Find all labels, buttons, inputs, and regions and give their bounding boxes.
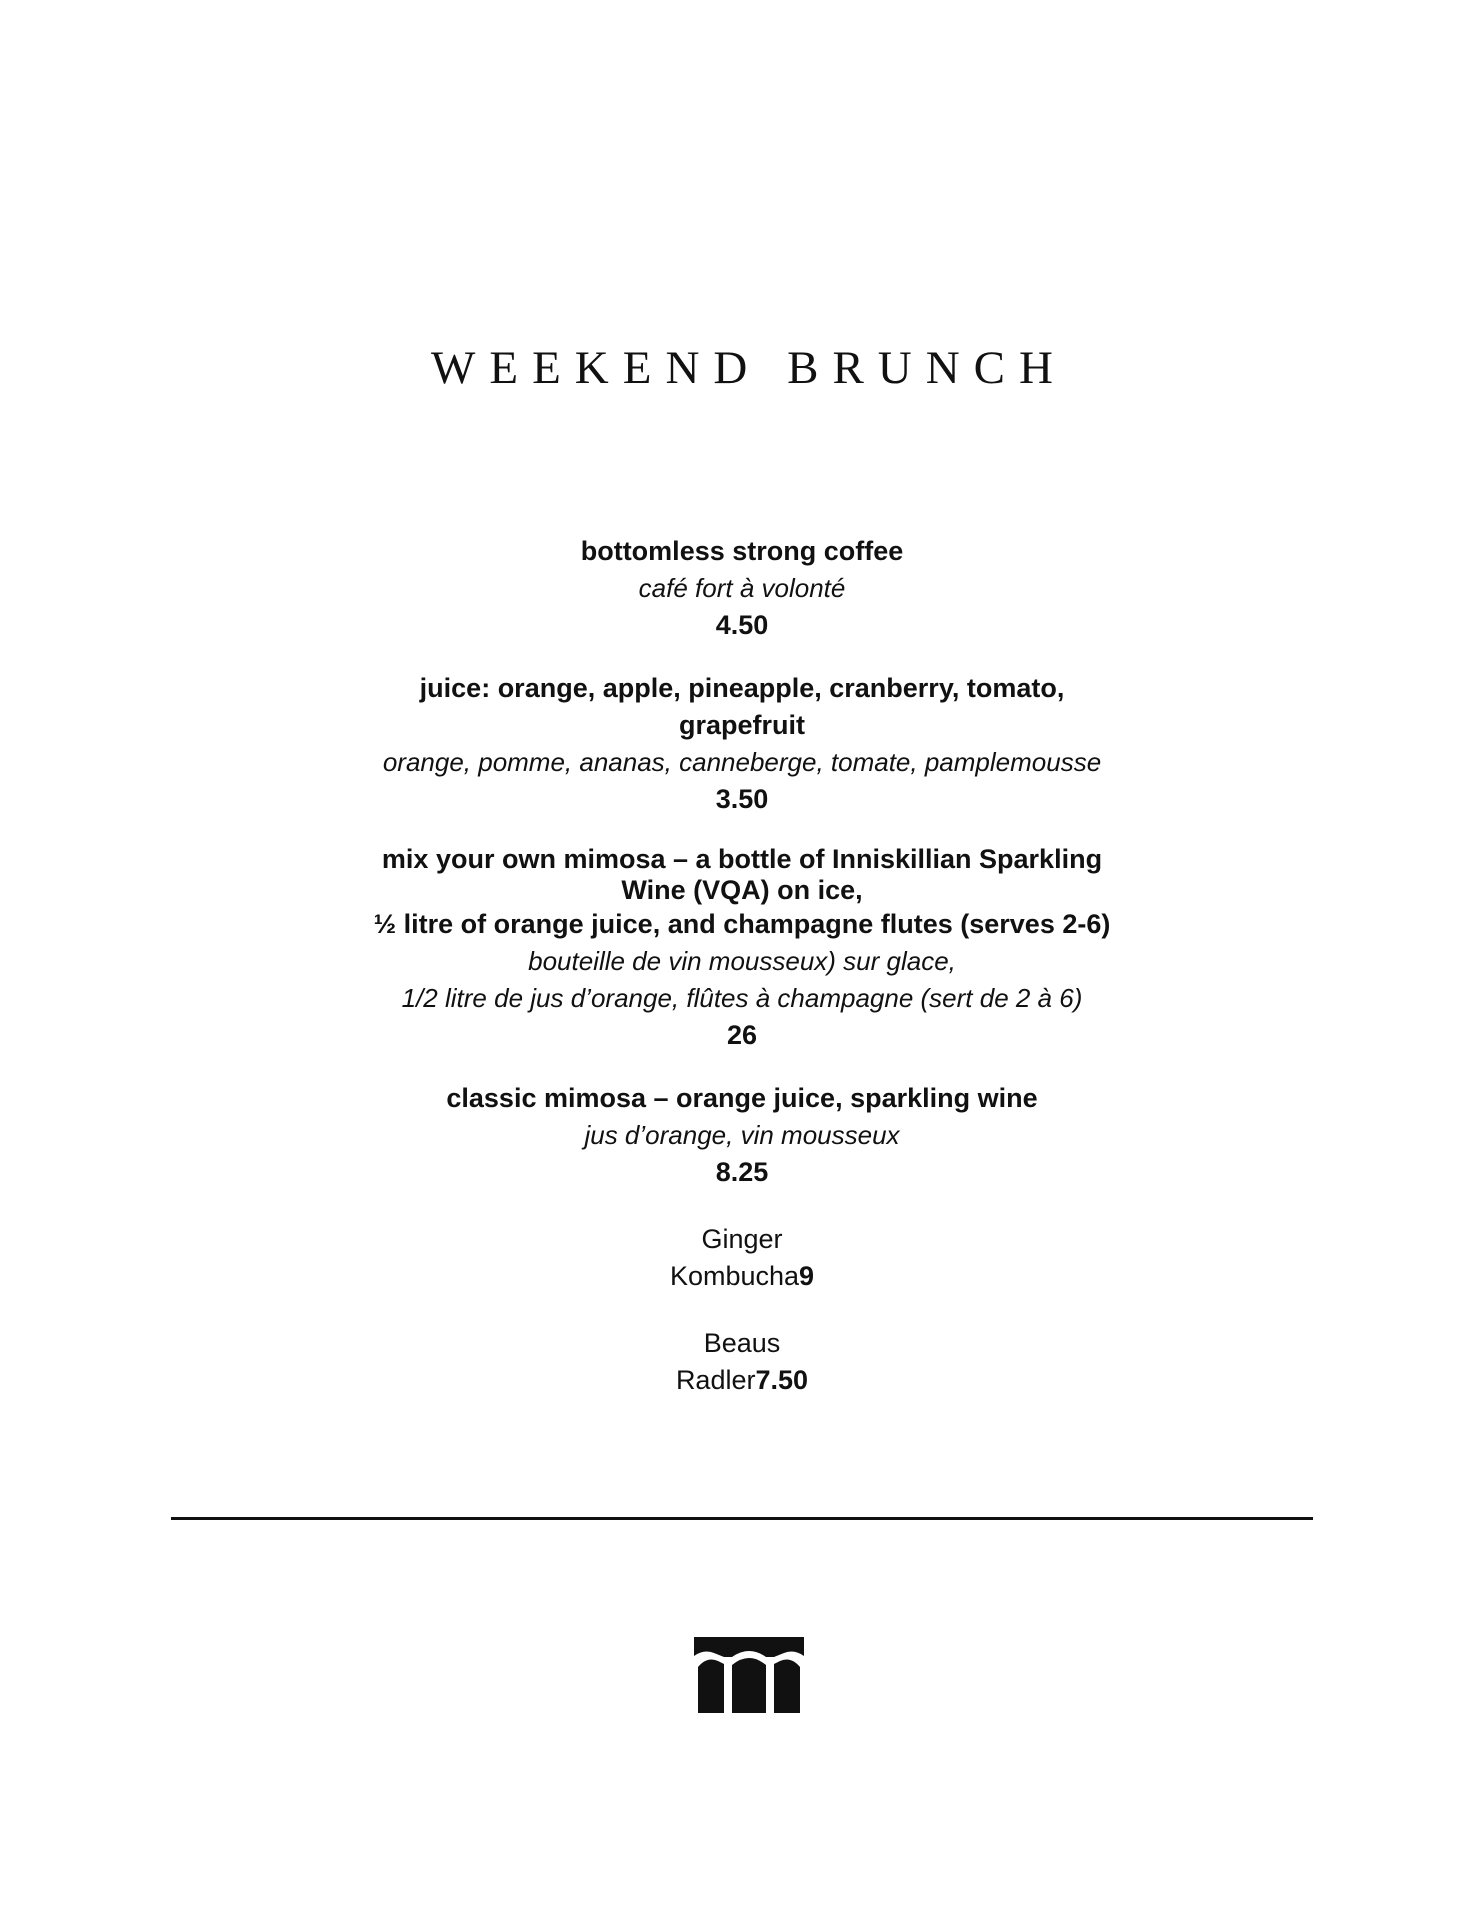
item-price: 4.50 [715, 610, 769, 640]
menu-item-beaus-radler [0, 1325, 1484, 1399]
item-name: Kombucha [669, 1261, 800, 1291]
item-price: 3.50 [715, 784, 769, 814]
menu-item-juice [0, 670, 1484, 818]
item-price: 7.50 [755, 1365, 809, 1395]
brunch-menu [0, 533, 1484, 1399]
item-french-description-line-1: bouteille de vin mousseux) sur glace, [528, 946, 956, 976]
menu-item-coffee [0, 533, 1484, 644]
item-name-line-2-with-price [0, 1258, 1484, 1295]
item-name-line-1: Beaus [703, 1328, 781, 1358]
item-french-description: orange, pomme, ananas, canneberge, tomate, pamplemousse [382, 747, 1102, 777]
item-name-line-1: juice: orange, apple, pineapple, cranberry, tomato, [419, 673, 1065, 703]
page-title: WEEKEND BRUNCH [431, 342, 1067, 394]
item-name: Radler [675, 1365, 756, 1395]
menu-item-mix-your-own-mimosa [0, 844, 1484, 1054]
divider-line [171, 1517, 1313, 1520]
item-name-line-1: mix your own mimosa – a bottle of Inniskillian Sparkling [381, 844, 1103, 874]
item-french-description: jus d’orange, vin mousseux [584, 1120, 900, 1150]
item-name-line-2-with-price [0, 1362, 1484, 1399]
item-price: 26 [726, 1020, 758, 1050]
item-name-line-1: Ginger [701, 1224, 783, 1254]
item-name-line-2: Wine (VQA) on ice, [621, 875, 863, 905]
item-price: 9 [799, 1261, 815, 1291]
item-name: classic mimosa – orange juice, sparkling wine [446, 1083, 1038, 1113]
item-name-line-3: ½ litre of orange juice, and champagne flutes (serves 2-6) [373, 909, 1111, 939]
menu-item-ginger-kombucha [0, 1221, 1484, 1295]
item-french-description-line-2: 1/2 litre de jus d’orange, flûtes à champagne (sert de 2 à 6) [401, 983, 1083, 1013]
menu-item-classic-mimosa [0, 1080, 1484, 1191]
item-name: bottomless strong coffee [580, 536, 904, 566]
item-french-description: café fort à volonté [638, 573, 846, 603]
arch-bridge-logo-icon [694, 1637, 804, 1713]
item-name-line-2: grapefruit [678, 710, 805, 740]
item-price: 8.25 [715, 1157, 769, 1187]
